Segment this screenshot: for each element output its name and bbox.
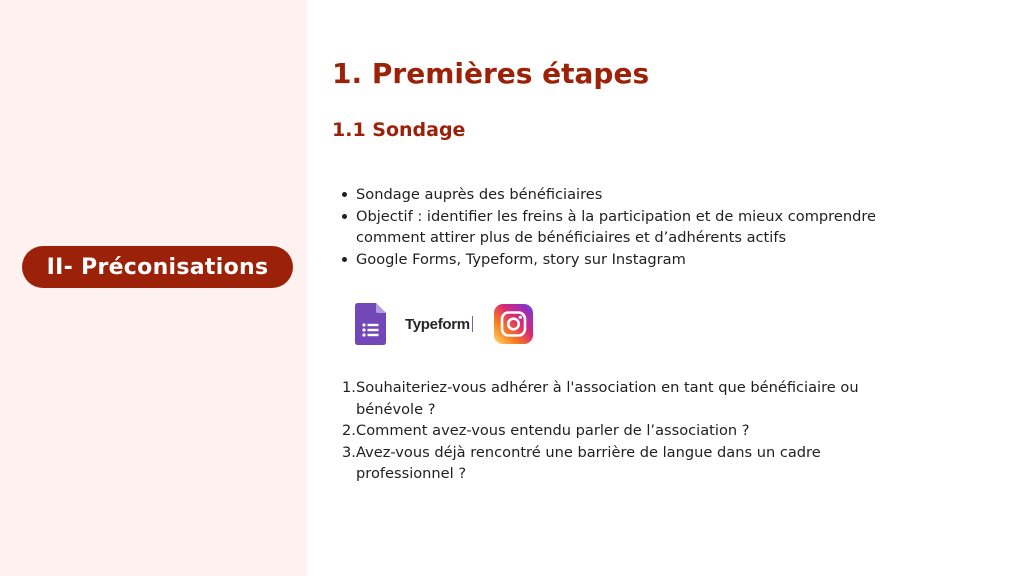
question-number: 1.: [342, 379, 356, 396]
question-item: [340, 442, 900, 485]
section-label: II- Préconisations: [46, 254, 269, 280]
bullet-item: Objectif : identifier les freins à la participation et de mieux comprendre comment attirer plus de bénéficiaires et d’adhérents actifs: [340, 206, 920, 249]
typeform-logo: [405, 315, 485, 335]
page-title: 1. Premières étapes: [332, 57, 650, 90]
google-forms-icon: [355, 303, 386, 345]
question-text: Souhaiteriez-vous adhérer à l'association en tant que bénéficiaire ou bénévole ?: [356, 379, 859, 418]
question-number: 2.: [342, 422, 356, 439]
question-item: [340, 377, 900, 420]
question-number: 3.: [342, 443, 356, 461]
question-text: Avez-vous déjà rencontré une barrière de langue dans un cadre professionnel ?: [356, 443, 821, 482]
survey-questions: [340, 377, 900, 485]
question-text: Comment avez-vous entendu parler de l’association ?: [356, 422, 750, 439]
typeform-wordmark: Typeform: [405, 316, 470, 333]
question-item: [340, 420, 900, 442]
typeform-cursor: [472, 316, 473, 332]
section-badge: [22, 246, 293, 288]
bullet-item: Sondage auprès des bénéficiaires: [340, 184, 920, 206]
bullet-list: [340, 184, 920, 270]
bullet-item: Google Forms, Typeform, story sur Instagram: [340, 249, 920, 271]
instagram-icon: [494, 303, 533, 345]
section-subtitle: 1.1 Sondage: [332, 119, 466, 141]
sidebar-panel: [0, 0, 307, 576]
